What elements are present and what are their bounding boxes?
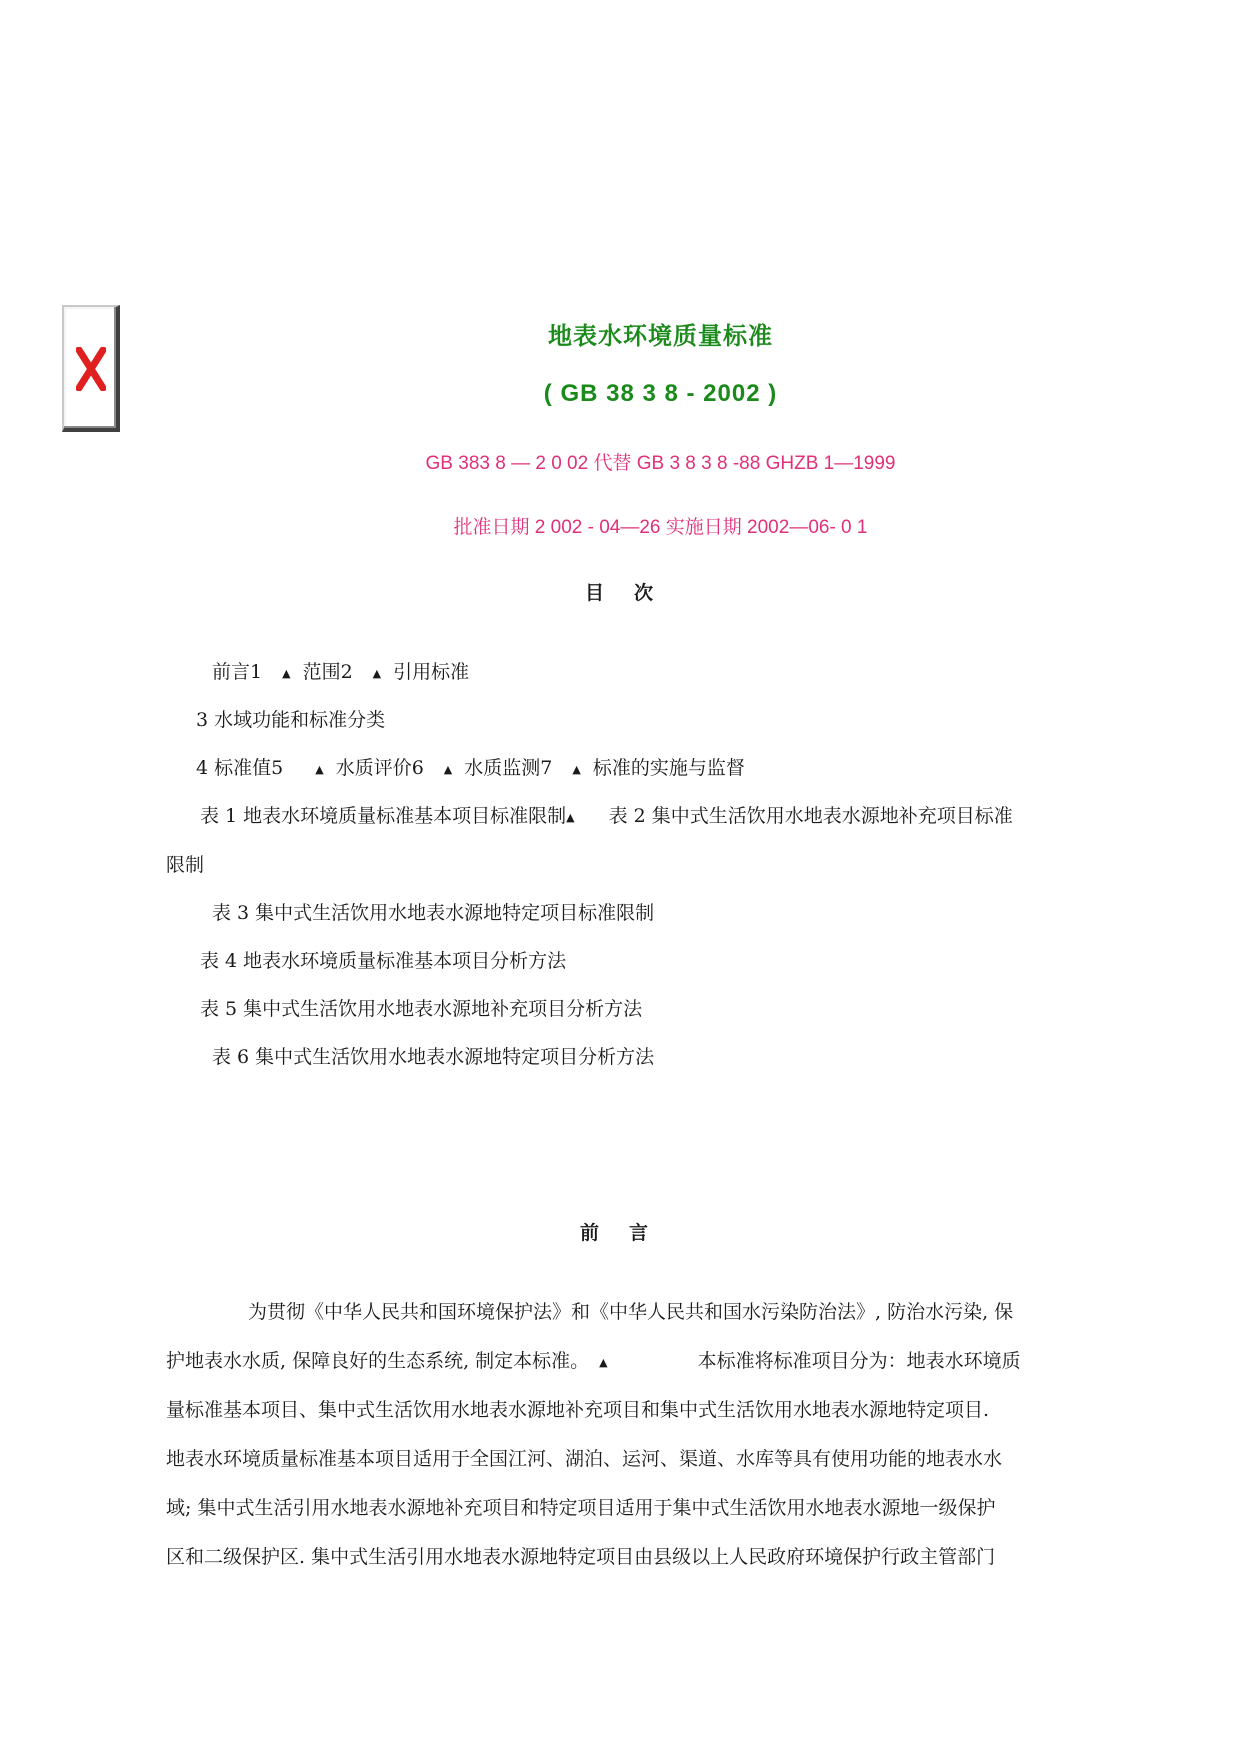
toc-link-table-5[interactable]: 表 5 集中式生活饮用水地表水源地补充项目分析方法 (200, 998, 643, 1020)
toc-link-references[interactable]: 引用标准 (393, 661, 470, 683)
toc-link-table-4[interactable]: 表 4 地表水环境质量标准基本项目分析方法 (200, 950, 567, 972)
toc-line (200, 801, 1076, 828)
preface-line (166, 1346, 1076, 1373)
link-bullet-icon: ▲ (282, 666, 291, 680)
preface-line: 为贯彻《中华人民共和国环境保护法》和《中华人民共和国水污染防治法》, 防治水污染, 保 (248, 1301, 1014, 1323)
toc-link-table-2[interactable]: 表 2 集中式生活饮用水地表水源地补充项目标准 (608, 805, 1013, 827)
toc-link-table-3[interactable]: 表 3 集中式生活饮用水地表水源地特定项目标准限制 (212, 902, 655, 924)
document-title: 地表水环境质量标准 (548, 322, 773, 350)
toc-line (212, 657, 469, 684)
standard-code: ( GB 38 3 8 - 2002 ) (543, 380, 778, 407)
toc-line (196, 753, 745, 780)
link-bullet-icon: ▲ (572, 762, 581, 776)
link-bullet-icon: ▲ (566, 810, 575, 824)
link-bullet-icon: ▲ (315, 762, 324, 776)
link-bullet-icon: ▲ (443, 762, 453, 776)
replacement-line: GB 383 8 — 2 0 02 代替 GB 3 8 3 8 -88 GHZB 1—1999 (425, 453, 896, 474)
toc-link-preface[interactable]: 前言1 (212, 661, 263, 683)
preface-line: 地表水环境质量标准基本项目适用于全国江河、湖泊、运河、渠道、水库等具有使用功能的地表水水 (166, 1448, 1003, 1470)
toc-heading: 目次 (585, 582, 684, 604)
toc-link-standard-values[interactable]: 4 标准值5 (196, 757, 284, 779)
preface-line: 域; 集中式生活引用水地表水源地补充项目和特定项目适用于集中式生活饮用水地表水源地一级保护 (166, 1497, 996, 1519)
link-bullet-icon: ▲ (372, 666, 382, 680)
preface-text: 本标准将标准项目分为：地表水环境质 (697, 1350, 1021, 1372)
preface-text: 护地表水水质, 保障良好的生态系统, 制定本标准。 (166, 1350, 590, 1372)
toc-link-table-1[interactable]: 表 1 地表水环境质量标准基本项目标准限制 (200, 805, 567, 827)
preface-heading: 前言 (580, 1222, 679, 1244)
toc-link-classification[interactable]: 3 水域功能和标准分类 (196, 709, 386, 731)
toc-link-scope[interactable]: 范围2 (302, 661, 353, 683)
toc-link-implementation[interactable]: 标准的实施与监督 (592, 757, 745, 779)
preface-line: 量标准基本项目、集中式生活饮用水地表水源地补充项目和集中式生活饮用水地表水源地特定项目. (166, 1399, 990, 1421)
preface-line: 区和二级保护区. 集中式生活引用水地表水源地特定项目由县级以上人民政府环境保护行政主管部门 (166, 1546, 996, 1568)
link-bullet-icon: ▲ (599, 1355, 608, 1369)
toc-link-monitoring[interactable]: 水质监测7 (464, 757, 553, 779)
toc-link-evaluation[interactable]: 水质评价6 (335, 757, 424, 779)
toc-link-table-2-continued[interactable]: 限制 (166, 854, 205, 876)
dates-line: 批准日期 2 002 - 04—26 实施日期 2002—06- 0 1 (453, 517, 868, 538)
toc-link-table-6[interactable]: 表 6 集中式生活饮用水地表水源地特定项目分析方法 (212, 1046, 655, 1068)
